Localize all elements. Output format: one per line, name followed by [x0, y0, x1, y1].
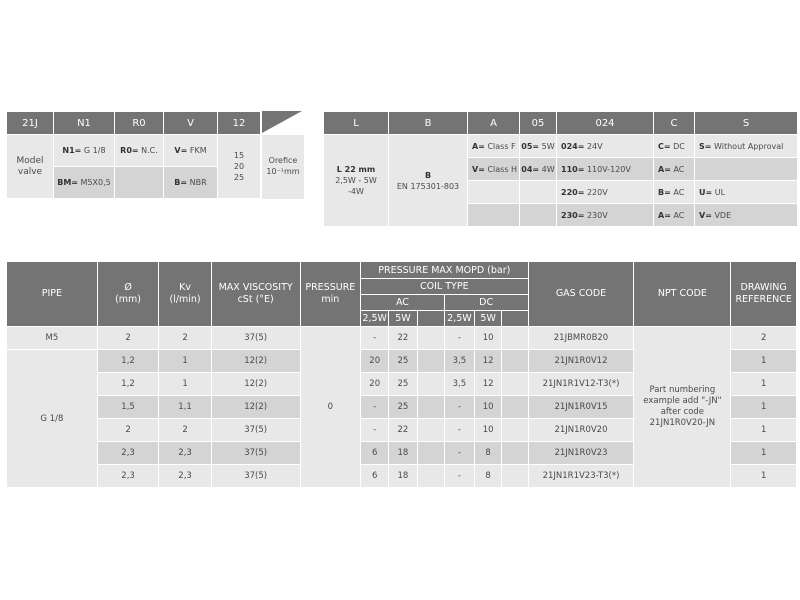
n1-option: N1= G 1/8	[54, 135, 114, 166]
dc-blank-cell	[502, 373, 527, 395]
bm-option: BM= M5X0,5	[54, 167, 114, 198]
r0-empty	[115, 167, 163, 198]
orifice-label: Orefice 10⁻¹mm	[262, 135, 304, 199]
diameter-cell: 2	[98, 327, 159, 349]
model-valve-label: Model valve	[7, 135, 53, 198]
a-empty-1	[468, 181, 519, 203]
col-gas-code: GAS CODE	[529, 262, 634, 326]
dc-blank-cell	[502, 419, 527, 441]
npt-note: Part numbering example add "-JN" after code 21JN1R0V20-JN	[634, 327, 730, 487]
w-empty-1	[520, 181, 556, 203]
kv-cell: 2	[159, 419, 210, 441]
diameter-cell: 2,3	[98, 442, 159, 464]
header-n1: N1	[54, 112, 114, 134]
connector-cell: B EN 175301-803	[389, 135, 467, 226]
col-npt-code: NPT CODE	[634, 262, 730, 326]
ac-blank-cell	[418, 465, 444, 487]
dc-5w-cell: 12	[475, 350, 501, 372]
dc-25w-cell: -	[445, 465, 474, 487]
pipe-cell: M5	[7, 327, 97, 349]
col-dc-blank	[502, 311, 527, 326]
ac-blank-cell	[418, 327, 444, 349]
table-row	[7, 327, 796, 349]
ac-blank-cell	[418, 419, 444, 441]
gas-code-cell: 21JBMR0B20	[529, 327, 634, 349]
a-ac-option-1: A= AC	[654, 158, 694, 180]
gas-code-cell: 21JN1R0V15	[529, 396, 634, 418]
col-ac-25w: 2,5W	[362, 313, 387, 324]
viscosity-cell: 37(5)	[212, 465, 300, 487]
col-ac-blank	[418, 311, 444, 326]
viscosity-cell: 37(5)	[212, 327, 300, 349]
drawing-ref-cell: 1	[731, 419, 796, 441]
dc-blank-cell	[502, 327, 527, 349]
viscosity-cell: 37(5)	[212, 419, 300, 441]
col-pipe: PIPE	[7, 262, 97, 326]
w05-option: 05= 5W	[520, 135, 556, 157]
ac-blank-cell	[418, 442, 444, 464]
gas-code-cell: 21JN1R1V12-T3(*)	[529, 373, 634, 395]
v220-option: 220= 220V	[557, 181, 653, 203]
drawing-ref-cell: 2	[731, 327, 796, 349]
ac-25w-cell: 20	[361, 373, 388, 395]
header-12: 12	[218, 112, 260, 134]
diameter-cell: 1,5	[98, 396, 159, 418]
kv-cell: 2,3	[159, 442, 210, 464]
u-ul-option: U= UL	[695, 181, 797, 203]
code-table-right	[323, 111, 798, 227]
v-fkm-option: V= FKM	[164, 135, 217, 166]
ac-blank-cell	[418, 350, 444, 372]
ac-25w-cell: 20	[361, 350, 388, 372]
ac-5w-cell: 18	[389, 442, 416, 464]
ac-blank-cell	[418, 396, 444, 418]
code-table-left	[6, 111, 261, 199]
kv-cell: 2	[159, 327, 210, 349]
dc-5w-cell: 10	[475, 396, 501, 418]
ac-25w-cell: -	[361, 419, 388, 441]
drawing-ref-cell: 1	[731, 396, 796, 418]
viscosity-cell: 37(5)	[212, 442, 300, 464]
w-empty-2	[520, 204, 556, 226]
ac-blank-cell	[418, 373, 444, 395]
col-coil-type: COIL TYPE	[361, 279, 527, 294]
col-kv: Kv (l/min)	[159, 262, 210, 326]
ac-5w-cell: 22	[389, 327, 416, 349]
dc-5w-cell: 12	[475, 373, 501, 395]
col-diameter: Ø (mm)	[98, 262, 159, 326]
pipe-cell: G 1/8	[7, 350, 97, 487]
b-nbr-option: B= NBR	[164, 167, 217, 198]
header-s: S	[695, 112, 797, 134]
header-05: 05	[520, 112, 556, 134]
col-drawing-ref: DRAWING REFERENCE	[731, 262, 796, 326]
col-mopd: PRESSURE MAX MOPD (bar)	[361, 262, 527, 278]
coil-size-cell: L 22 mm 2,5W - 5W -4W	[324, 135, 388, 226]
v230-option: 230= 230V	[557, 204, 653, 226]
col-ac: AC	[361, 295, 444, 310]
dc-blank-cell	[502, 396, 527, 418]
ac-5w-cell: 25	[389, 350, 416, 372]
col-dc: DC	[445, 295, 528, 310]
drawing-ref-cell: 1	[731, 373, 796, 395]
header-c: C	[654, 112, 694, 134]
gas-code-cell: 21JN1R0V12	[529, 350, 634, 372]
drawing-ref-cell: 1	[731, 442, 796, 464]
pressure-cell: 0	[301, 327, 361, 487]
class-h-option: V= Class H	[468, 158, 519, 180]
valve-spec-table	[6, 261, 797, 488]
diameter-cell: 2,3	[98, 465, 159, 487]
ac-5w-cell: 25	[389, 373, 416, 395]
dc-5w-cell: 8	[475, 465, 501, 487]
diameter-cell: 2	[98, 419, 159, 441]
col-pressure: PRESSURE min	[301, 262, 361, 326]
ac-25w-cell: -	[361, 396, 388, 418]
c-dc-option: C= DC	[654, 135, 694, 157]
dc-25w-cell: 3,5	[445, 373, 474, 395]
v-vde-option: V= VDE	[695, 204, 797, 226]
kv-cell: 2,3	[159, 465, 210, 487]
dc-25w-cell: -	[445, 396, 474, 418]
ac-5w-cell: 18	[389, 465, 416, 487]
diameter-cell: 1,2	[98, 373, 159, 395]
ac-5w-cell: 22	[389, 419, 416, 441]
gas-code-cell: 21JN1R0V23	[529, 442, 634, 464]
ac-25w-cell: -	[361, 327, 388, 349]
b-ac-option: B= AC	[654, 181, 694, 203]
header-b: B	[389, 112, 467, 134]
col-dc-25w: 2,5W	[445, 311, 474, 326]
kv-cell: 1,1	[159, 396, 210, 418]
col-dc-5w: 5W	[475, 311, 501, 326]
s-empty	[695, 158, 797, 180]
drawing-ref-cell: 1	[731, 350, 796, 372]
ac-5w-cell: 25	[389, 396, 416, 418]
col-ac-5w: 5W	[389, 311, 416, 326]
class-f-option: A= Class F	[468, 135, 519, 157]
header-v: V	[164, 112, 217, 134]
s-option: S= Without Approval	[695, 135, 797, 157]
dc-blank-cell	[502, 465, 527, 487]
v024-option: 024= 24V	[557, 135, 653, 157]
header-l: L	[324, 112, 388, 134]
diameter-cell: 1,2	[98, 350, 159, 372]
dc-5w-cell: 10	[475, 419, 501, 441]
w04-option: 04= 4W	[520, 158, 556, 180]
dc-25w-cell: -	[445, 442, 474, 464]
r0-option: R0= N.C.	[115, 135, 163, 166]
header-21j: 21J	[7, 112, 53, 134]
header-arrow-left	[262, 111, 302, 133]
drawing-ref-cell: 1	[731, 465, 796, 487]
dc-5w-cell: 10	[475, 327, 501, 349]
dc-5w-cell: 8	[475, 442, 501, 464]
ac-25w-cell: 6	[361, 442, 388, 464]
dc-25w-cell: 3,5	[445, 350, 474, 372]
gas-code-cell: 21JN1R1V23-T3(*)	[529, 465, 634, 487]
viscosity-cell: 12(2)	[212, 350, 300, 372]
dc-25w-cell: -	[445, 327, 474, 349]
viscosity-cell: 12(2)	[212, 373, 300, 395]
a-ac-option-2: A= AC	[654, 204, 694, 226]
kv-cell: 1	[159, 350, 210, 372]
header-024: 024	[557, 112, 653, 134]
a-empty-2	[468, 204, 519, 226]
viscosity-cell: 12(2)	[212, 396, 300, 418]
header-a: A	[468, 112, 519, 134]
orifice-values: 15 20 25	[218, 135, 260, 198]
dc-blank-cell	[502, 350, 527, 372]
col-viscosity: MAX VISCOSITY cSt (°E)	[212, 262, 300, 326]
dc-blank-cell	[502, 442, 527, 464]
dc-25w-cell: -	[445, 419, 474, 441]
ac-25w-cell: 6	[361, 465, 388, 487]
header-r0: R0	[115, 112, 163, 134]
v110-option: 110= 110V-120V	[557, 158, 653, 180]
kv-cell: 1	[159, 373, 210, 395]
gas-code-cell: 21JN1R0V20	[529, 419, 634, 441]
